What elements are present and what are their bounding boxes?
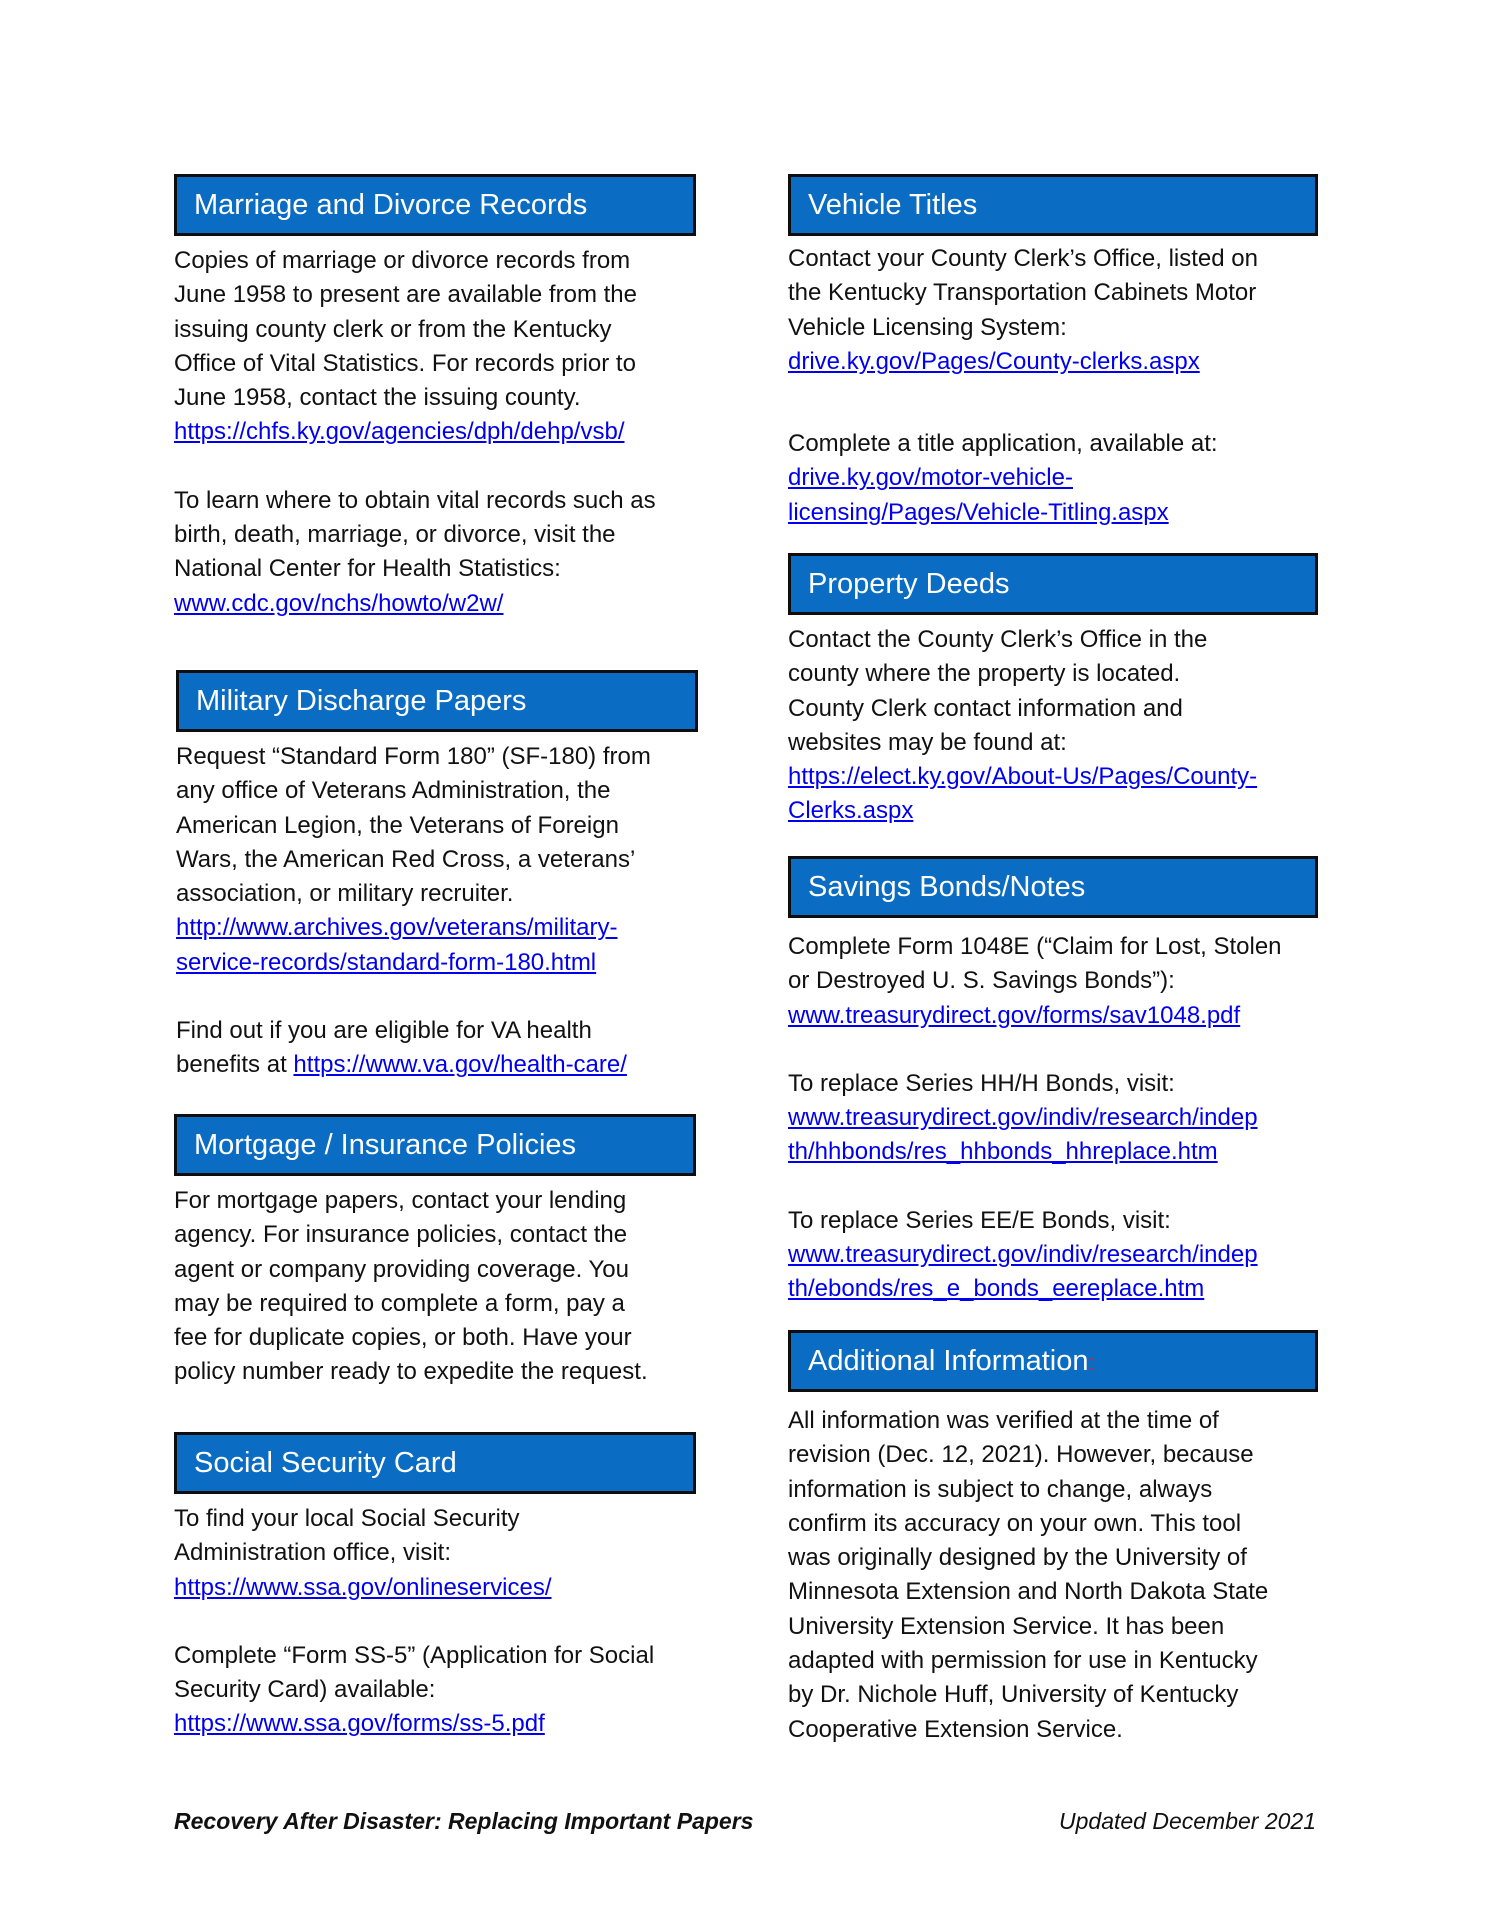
text-line: the Kentucky Transportation Cabinets Motor (788, 279, 1257, 307)
ssc-heading: Social Security Card (174, 1432, 696, 1494)
ee-bonds-text (788, 1204, 1318, 1307)
titling-link-line2[interactable]: licensing/Pages/Vehicle-Titling.aspx (788, 498, 1169, 526)
property-section (788, 553, 1318, 829)
cdc-link[interactable]: www.cdc.gov/nchs/howto/w2w/ (174, 589, 504, 617)
text-line: To find your local Social Security (174, 1505, 520, 1532)
text-line: Vehicle Licensing System: (788, 313, 1067, 341)
bonds-heading: Savings Bonds/Notes (788, 856, 1318, 918)
county-clerks-link[interactable]: drive.ky.gov/Pages/County-clerks.aspx (788, 347, 1200, 375)
text-line: Complete Form 1048E (“Claim for Lost, Stolen (788, 933, 1282, 960)
text-line: To learn where to obtain vital records such as (174, 486, 656, 514)
text-line: adapted with permission for use in Kentucky (788, 1647, 1258, 1675)
bonds-section (788, 856, 1318, 1307)
additional-heading (788, 1330, 1318, 1392)
text-line: or Destroyed U. S. Savings Bonds”): (788, 967, 1175, 995)
text-line: June 1958, contact the issuing county. (174, 384, 581, 412)
military-section (176, 670, 698, 1083)
additional-text (788, 1404, 1318, 1747)
bonds-text (788, 930, 1318, 1033)
additional-section (788, 1330, 1318, 1747)
elect-link-line1[interactable]: https://elect.ky.gov/About-Us/Pages/County- (788, 763, 1258, 791)
heading-mark: : (1088, 1350, 1095, 1375)
text-line: revision (Dec. 12, 2021). However, because (788, 1441, 1254, 1469)
footer-date: Updated December 2021 (1059, 1808, 1316, 1834)
hh-link-line1[interactable]: www.treasurydirect.gov/indiv/research/indep (788, 1104, 1258, 1132)
text-line: agent or company providing coverage. You (174, 1255, 629, 1283)
text-line: Cooperative Extension Service. (788, 1715, 1123, 1743)
text-line: June 1958 to present are available from the (174, 281, 637, 309)
text-line: American Legion, the Veterans of Foreign (176, 811, 619, 839)
military-text (176, 740, 698, 980)
text-line: association, or military recruiter. (176, 880, 514, 908)
ee-link-line2[interactable]: th/ebonds/res_e_bonds_eereplace.htm (788, 1275, 1205, 1303)
text-line: All information was verified at the time of (788, 1407, 1219, 1434)
text-line: Security Card) available: (174, 1676, 436, 1704)
text-line: Office of Vital Statistics. For records prior to (174, 349, 636, 377)
text-line: For mortgage papers, contact your lending (174, 1187, 627, 1214)
additional-heading-text: Additional Information (808, 1345, 1089, 1377)
archives-link-line2[interactable]: service-records/standard-form-180.html (176, 948, 597, 976)
text-line: Complete “Form SS-5” (Application for Social (174, 1641, 655, 1669)
archives-link-line1[interactable]: http://www.archives.gov/veterans/military- (176, 914, 618, 942)
mortgage-section (174, 1114, 696, 1390)
text-line: Complete a title application, available at: (788, 430, 1218, 458)
text-line: any office of Veterans Administration, the (176, 777, 611, 805)
vehicle-heading: Vehicle Titles (788, 174, 1318, 236)
military-heading: Military Discharge Papers (176, 670, 698, 732)
text-line: To replace Series HH/H Bonds, visit: (788, 1069, 1175, 1097)
text-line: confirm its accuracy on your own. This tool (788, 1509, 1242, 1537)
footer-title: Recovery After Disaster: Replacing Important Papers (174, 1808, 754, 1834)
marriage-section (174, 174, 696, 621)
text-line: Contact your County Clerk’s Office, listed on (788, 245, 1258, 272)
text-line: Wars, the American Red Cross, a veterans’ (176, 845, 636, 873)
text-line: County Clerk contact information and (788, 694, 1183, 722)
text-line: fee for duplicate copies, or both. Have your (174, 1324, 632, 1352)
property-text (788, 623, 1318, 829)
text-line: Administration office, visit: (174, 1539, 451, 1567)
text-line: county where the property is located. (788, 660, 1181, 688)
ssc-text (174, 1502, 696, 1605)
text-line: policy number ready to expedite the request. (174, 1358, 648, 1386)
marriage-heading: Marriage and Divorce Records (174, 174, 696, 236)
text-line: may be required to complete a form, pay a (174, 1289, 625, 1317)
mortgage-heading: Mortgage / Insurance Policies (174, 1114, 696, 1176)
va-text (176, 1014, 698, 1083)
vsb-link[interactable]: https://chfs.ky.gov/agencies/dph/dehp/vsb/ (174, 418, 625, 446)
hh-bonds-text (788, 1067, 1318, 1170)
text-line: National Center for Health Statistics: (174, 555, 561, 583)
text-line: agency. For insurance policies, contact the (174, 1221, 628, 1249)
vehicle-text (788, 242, 1318, 379)
va-link[interactable]: https://www.va.gov/health-care/ (293, 1051, 627, 1079)
ssc-section (174, 1432, 696, 1742)
text-line: by Dr. Nichole Huff, University of Kentucky (788, 1681, 1239, 1709)
text-line: University Extension Service. It has been (788, 1612, 1225, 1640)
titling-link-line1[interactable]: drive.ky.gov/motor-vehicle- (788, 464, 1073, 492)
text-line: benefits at (176, 1051, 294, 1079)
ss5-link[interactable]: https://www.ssa.gov/forms/ss-5.pdf (174, 1710, 545, 1738)
text-line: birth, death, marriage, or divorce, visit the (174, 521, 616, 549)
text-line: Contact the County Clerk’s Office in the (788, 626, 1208, 653)
text-line: information is subject to change, always (788, 1475, 1213, 1503)
nchs-text (174, 484, 696, 621)
text-line: Minnesota Extension and North Dakota State (788, 1578, 1269, 1606)
hh-link-line2[interactable]: th/hhbonds/res_hhbonds_hhreplace.htm (788, 1138, 1218, 1166)
text-line: issuing county clerk or from the Kentucky (174, 315, 612, 343)
text-line: To replace Series EE/E Bonds, visit: (788, 1206, 1171, 1234)
text-line: Request “Standard Form 180” (SF-180) from (176, 743, 651, 770)
text-line: Copies of marriage or divorce records from (174, 247, 631, 274)
ss5-text (174, 1639, 696, 1742)
text-line: Find out if you are eligible for VA health (176, 1017, 592, 1045)
elect-link-line2[interactable]: Clerks.aspx (788, 797, 914, 825)
text-line: was originally designed by the University of (788, 1544, 1247, 1572)
mortgage-text (174, 1184, 696, 1390)
property-heading: Property Deeds (788, 553, 1318, 615)
marriage-text (174, 244, 696, 450)
text-line: websites may be found at: (788, 728, 1067, 756)
ssa-online-link[interactable]: https://www.ssa.gov/onlineservices/ (174, 1573, 552, 1601)
sav1048-link[interactable]: www.treasurydirect.gov/forms/sav1048.pdf (788, 1001, 1241, 1029)
vehicle-section (788, 174, 1318, 530)
ee-link-line1[interactable]: www.treasurydirect.gov/indiv/research/indep (788, 1241, 1258, 1269)
title-app-text (788, 427, 1318, 530)
